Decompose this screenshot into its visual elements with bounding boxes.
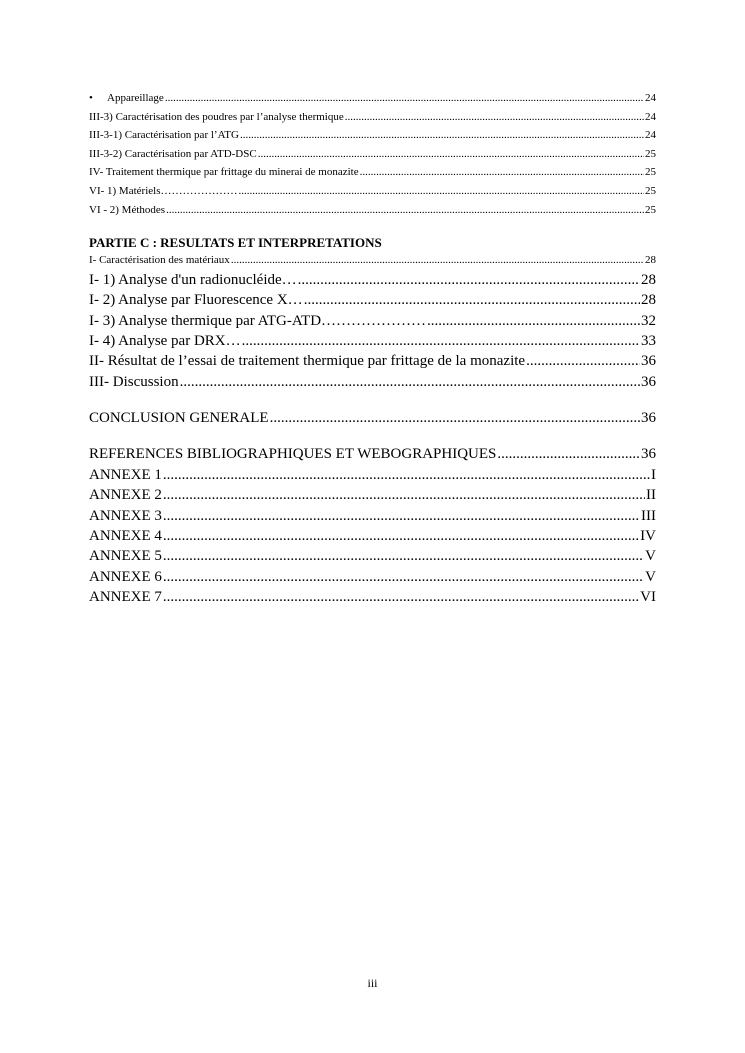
toc-entry-label: VI - 2) Méthodes — [89, 203, 166, 216]
toc-entry-label: CONCLUSION GENERALE — [89, 410, 269, 427]
toc-entry — [89, 372, 656, 392]
dot-leader — [165, 89, 644, 108]
toc-entry-page: 36 — [641, 373, 656, 390]
toc-entry-page: IV — [640, 528, 656, 545]
toc-entry-page: 25 — [645, 147, 656, 160]
dot-leader — [180, 372, 640, 392]
toc-entry-page: 24 — [645, 92, 656, 104]
toc-entry-page: 24 — [645, 129, 656, 142]
toc-entry-label: II- Résultat de l’essai de traitement thermique par frittage de la monazite — [89, 353, 526, 370]
table-of-contents — [89, 89, 656, 608]
toc-entry-page: 36 — [641, 353, 656, 370]
toc-entry-page: 36 — [641, 410, 656, 427]
toc-entry-label: III-3-2) Caractérisation par ATD-DSC — [89, 147, 257, 160]
toc-entry-label: ANNEXE 3 — [89, 507, 162, 524]
toc-entry-page: II — [646, 487, 656, 504]
toc-entry-label: ANNEXE 7 — [89, 589, 162, 606]
dot-leader — [360, 163, 644, 182]
toc-entry-label: I- Caractérisation des matériaux — [89, 254, 230, 267]
dot-leader — [163, 506, 640, 526]
toc-entry-page: 25 — [645, 166, 656, 179]
toc-entry-label: ANNEXE 4 — [89, 528, 162, 545]
toc-entry-annexe — [89, 526, 656, 546]
toc-entry-label: I- 4) Analyse par DRX… — [89, 332, 241, 349]
toc-entry-label: ANNEXE 6 — [89, 568, 162, 585]
dot-leader — [163, 546, 644, 566]
toc-entry — [89, 201, 656, 220]
toc-entry-page: VI — [640, 589, 656, 606]
dot-leader — [163, 526, 639, 546]
toc-entry-page: 25 — [645, 203, 656, 216]
toc-entry-label: IV- Traitement thermique par frittage du minerai de monazite — [89, 166, 359, 179]
toc-entry-annexe — [89, 587, 656, 607]
toc-entry — [89, 270, 656, 290]
toc-entry-page: V — [645, 568, 656, 585]
spacer — [89, 392, 656, 408]
toc-entry-label: III-3-1) Caractérisation par l’ATG — [89, 129, 239, 142]
toc-entry-annexe — [89, 465, 656, 485]
toc-entry — [89, 108, 656, 127]
toc-entry-annexe — [89, 485, 656, 505]
toc-entry — [89, 145, 656, 164]
toc-entry-label: III-3) Caractérisation des poudres par l’analyse thermique — [89, 110, 344, 123]
toc-entry-label: ANNEXE 1 — [89, 466, 162, 483]
toc-entry-text: Appareillage — [107, 92, 164, 104]
toc-entry-page: 36 — [641, 446, 656, 463]
dot-leader — [345, 108, 644, 127]
toc-entry-page: 33 — [641, 332, 656, 349]
dot-leader — [166, 201, 644, 220]
dot-leader — [258, 145, 644, 164]
toc-entry — [89, 351, 656, 371]
dot-leader — [304, 290, 640, 310]
toc-entry-references — [89, 444, 656, 464]
toc-entry-label: I- 1) Analyse d'un radionucléide… — [89, 271, 297, 288]
dot-leader — [163, 465, 650, 485]
toc-entry-page: 28 — [641, 292, 656, 309]
toc-entry-page: III — [641, 507, 656, 524]
toc-entry — [89, 311, 656, 331]
dot-leader — [242, 331, 640, 351]
toc-entry-page: 24 — [645, 110, 656, 123]
toc-entry-label: VI- 1) Matériels………………… — [89, 184, 238, 197]
dot-leader — [270, 408, 640, 428]
part-c-heading: PARTIE C : RESULTATS ET INTERPRETATIONS — [89, 235, 382, 251]
toc-entry — [89, 163, 656, 182]
toc-entry-label — [89, 89, 164, 108]
dot-leader — [238, 182, 644, 201]
toc-entry-page: I — [651, 466, 656, 483]
toc-entry-annexe — [89, 506, 656, 526]
dot-leader — [163, 567, 644, 587]
toc-entry-label: ANNEXE 5 — [89, 548, 162, 565]
toc-entry-page: 25 — [645, 184, 656, 197]
toc-entry-page: 28 — [641, 271, 656, 288]
dot-leader — [298, 270, 640, 290]
dot-leader — [526, 351, 640, 371]
toc-entry-page: 32 — [641, 312, 656, 329]
toc-entry — [89, 126, 656, 145]
toc-entry — [89, 251, 656, 270]
toc-entry-label: I- 2) Analyse par Fluorescence X… — [89, 292, 303, 309]
bullet-icon: • — [89, 92, 93, 104]
toc-entry — [89, 331, 656, 351]
dot-leader — [163, 587, 639, 607]
toc-entry-page: V — [645, 548, 656, 565]
page-number: iii — [367, 976, 378, 990]
toc-entry-label: ANNEXE 2 — [89, 487, 162, 504]
dot-leader — [497, 444, 640, 464]
dot-leader — [427, 311, 640, 331]
toc-entry-label: I- 3) Analyse thermique par ATG-ATD………………… — [89, 312, 427, 329]
spacer — [89, 428, 656, 444]
toc-entry-annexe — [89, 567, 656, 587]
dot-leader — [240, 126, 644, 145]
toc-entry-label: REFERENCES BIBLIOGRAPHIQUES ET WEBOGRAPHIQUES — [89, 446, 497, 463]
toc-entry-annexe — [89, 546, 656, 566]
toc-entry-label: III- Discussion — [89, 373, 179, 390]
toc-entry — [89, 182, 656, 201]
toc-entry — [89, 290, 656, 310]
dot-leader — [231, 251, 644, 270]
dot-leader — [163, 485, 645, 505]
toc-entry-appareillage — [89, 89, 656, 108]
toc-entry-page: 28 — [645, 254, 656, 267]
toc-entry-conclusion — [89, 408, 656, 428]
